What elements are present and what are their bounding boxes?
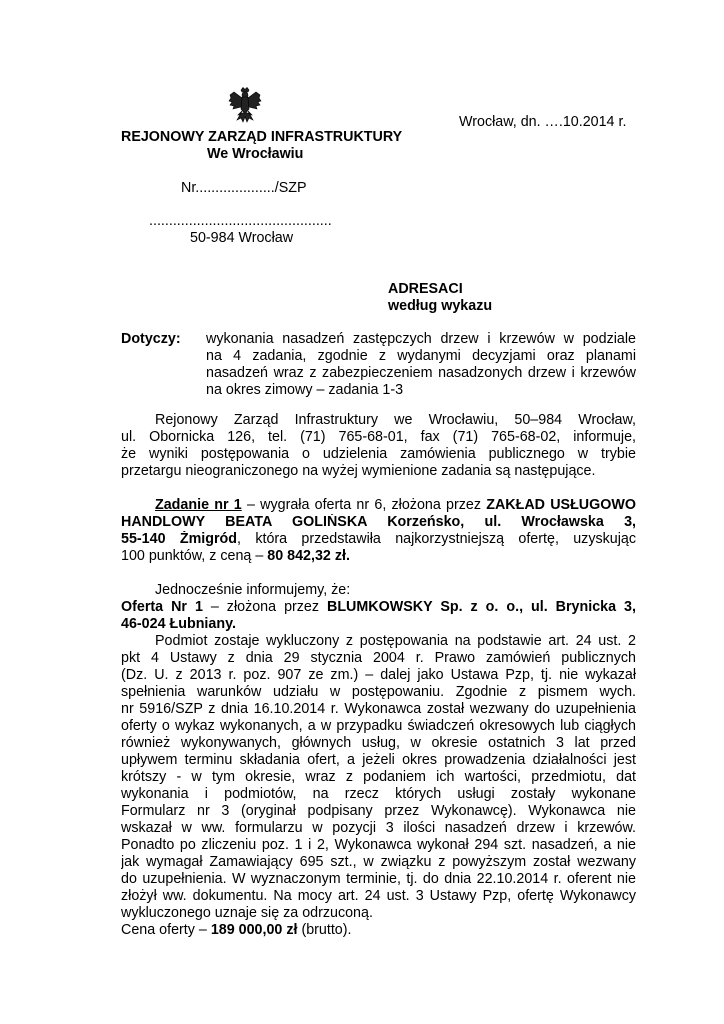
intro-line: przetargu nieograniczonego na wyżej wymienione zadania są następujące. (121, 463, 596, 479)
addressees-title: ADRESACI (388, 281, 463, 297)
task1-line (121, 548, 636, 565)
subject-text (206, 331, 636, 399)
task1-company-city: 55-140 Żmigród (121, 531, 238, 547)
letter-date: Wrocław, dn. ….10.2014 r. (459, 114, 627, 130)
offer-line (121, 599, 636, 616)
task1-paragraph (121, 497, 636, 565)
address-city: 50-984 Wrocław (190, 230, 294, 246)
price-value: 189 000,00 zł (210, 922, 298, 938)
subject-line: nasadzeń wraz z zabezpieczeniem nasadzonych drzew i krzewów (206, 365, 636, 381)
body-line: również wykonywanych, głównych usług, w okresie ostatnich 3 lat przed (121, 735, 636, 751)
body-line: (Dz. U. z 2013 r. poz. 907 ze zm.) – dalej jako Ustawa Pzp, tj. nie wykazał (121, 667, 636, 683)
polish-eagle-emblem-icon (228, 87, 262, 125)
intro-line: ul. Obornicka 126, tel. (71) 765-68-01, fax (71) 765-68-02, informuje, (121, 429, 636, 445)
body-line: upływem terminu składania ofert, a jeżeli okres prowadzenia działalności jest (121, 752, 636, 768)
body-line: Ponadto po zliczeniu poz. 1 i 2, Wykonawca wykonał 294 szt. nasadzeń, a nie (121, 837, 636, 853)
task1-text: – wygrała oferta nr 6, złożona przez (241, 497, 487, 513)
body-line: do uzupełnienia. W wyznaczonym terminie, tj. do dnia 22.10.2014 r. oferent nie (121, 871, 636, 887)
body-line: Podmiot zostaje wykluczony z postępowania na podstawie art. 24 ust. 2 (155, 633, 636, 649)
task1-company-line: HANDLOWY BEATA GOLIŃSKA Korzeńsko, ul. Wrocławska 3, (121, 514, 636, 530)
subject-line: na okres zimowy – zadania 1-3 (206, 382, 404, 398)
offer-company-city: 46-024 Łubniany. (121, 616, 236, 632)
body-line: jak wymagał Zamawiający 695 szt., w związku z powyższym został wezwany (121, 854, 636, 870)
reference-number: Nr..................../SZP (181, 180, 307, 196)
price-label: Cena oferty – (121, 922, 211, 938)
subject-line: na 4 zadania, zgodnie z wydanymi decyzjami oraz planami (206, 348, 636, 364)
notice-body (121, 633, 636, 939)
subject-line: wykonania nasadzeń zastępczych drzew i krzewów w podziale (206, 331, 636, 347)
task1-line (121, 531, 636, 548)
body-line: spełnienia warunków udziału w postępowaniu. Zgodnie z pismem wych. (121, 684, 636, 700)
task1-text: 100 punktów, z ceną – (121, 548, 268, 564)
body-line: pkt 4 Ustawy z dnia 29 stycznia 2004 r. Prawo zamówień publicznych (121, 650, 636, 666)
body-line: wykonania i podmiotów, na rzecz których usługi zostały wykonane (121, 786, 636, 802)
price-suffix: (brutto). (297, 922, 352, 938)
offer-label: Oferta Nr 1 (121, 599, 203, 615)
task1-text: , która przedstawiła najkorzystniejszą ofertę, uzyskując (237, 531, 636, 547)
body-line: nr 5916/SZP z dnia 16.10.2014 r. Wykonawca został wezwany do uzupełnienia (121, 701, 636, 717)
offer-text: – złożona przez (202, 599, 327, 615)
offer-price-line (121, 922, 636, 939)
offer-company: BLUMKOWSKY Sp. z o. o., ul. Brynicka 3, (327, 599, 636, 615)
intro-paragraph (121, 412, 636, 480)
address-dots: .............................................. (149, 213, 332, 229)
addressees-subtitle: według wykazu (388, 298, 493, 314)
task1-line (121, 497, 636, 514)
org-city: We Wrocławiu (207, 146, 304, 162)
org-name: REJONOWY ZARZĄD INFRASTRUKTURY (121, 129, 403, 145)
subject-label: Dotyczy: (121, 331, 181, 347)
notice-intro: Jednocześnie informujemy, że: (155, 582, 351, 598)
intro-line: że wyniki postępowania o udzielenia zamówienia publicznego w trybie (121, 446, 636, 462)
task1-price: 80 842,32 zł. (267, 548, 350, 564)
body-line: wskazał w ww. formularzu w pozycji 3 ilości nasadzeń drzew i krzewów. (121, 820, 636, 836)
body-line: Formularz nr 3 (oryginał podpisany przez Wykonawcę). Wykonawca nie (121, 803, 636, 819)
body-line: złożył ww. dokumentu. Na mocy art. 24 ust. 3 Ustawy Pzp, ofertę Wykonawcy (121, 888, 636, 904)
task1-label: Zadanie nr 1 (155, 497, 242, 513)
body-line: wykluczonego uznaje się za odrzuconą. (121, 905, 373, 921)
offer-heading (121, 599, 636, 633)
intro-line: Rejonowy Zarząd Infrastruktury we Wrocławiu, 50–984 Wrocław, (155, 412, 636, 428)
body-line: krótszy - w tym okresie, wraz z podaniem ich wartości, przedmiotu, dat (121, 769, 636, 785)
body-line: oferty o wykaz wykonanych, a w przypadku świadczeń okresowych lub ciągłych (121, 718, 636, 734)
task1-company: ZAKŁAD USŁUGOWO (486, 497, 636, 513)
